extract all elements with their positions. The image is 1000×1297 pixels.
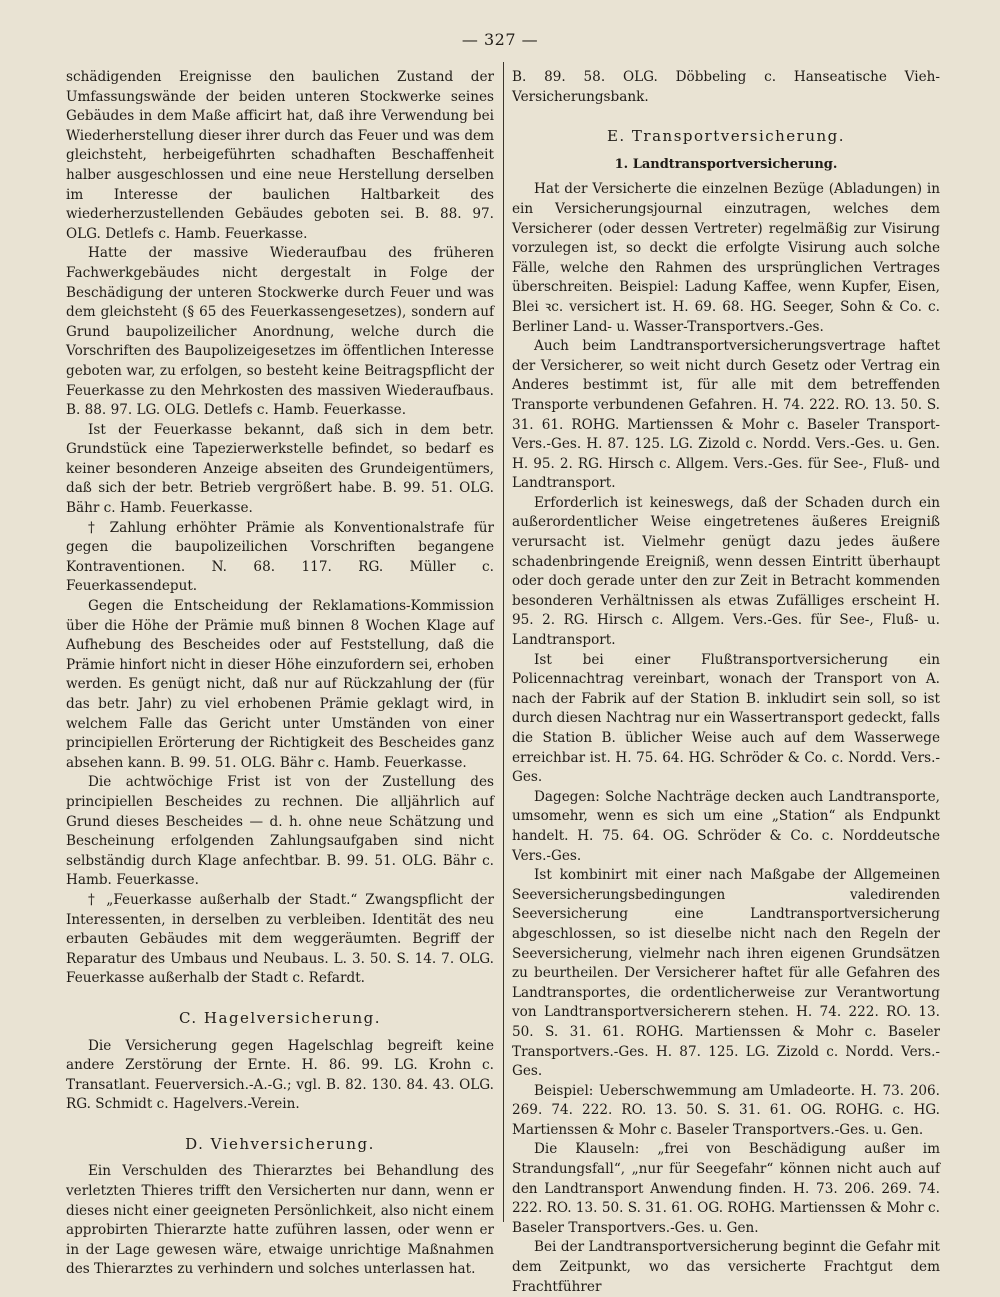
right-column	[512, 68, 940, 1297]
paragraph: Bei der Landtransportversicherung beginnt die Gefahr mit dem Zeitpunkt, wo das versicherte Frachtgut dem Frachtführer	[512, 1239, 940, 1295]
subsection-heading: 1. Landtransportversicherung.	[614, 156, 838, 172]
paragraph: Beispiel: Ueberschwemmung am Umladeorte. H. 73. 206. 269. 74. 222. RO. 13. 50. S. 31. 61. OG. ROHG. c. HG. Martienssen & Mohr c. Baseler Transportvers.-Ges. u. Gen.	[512, 1082, 940, 1138]
paragraph: Gegen die Entscheidung der Reklamations-Kommission über die Höhe der Prämie muß binnen 8 Wochen Klage auf Aufhebung des Bescheides oder auf Feststellung, daß die Prämie hinfort nicht in dieser Höhe einzufordern sei, erhoben werden. Es genügt nicht, daß nur auf Rückzahlung der (für das betr. Jahr) zu viel erhobenen Prämie geklagt wird, in welchem Falle das Gericht unter Umständen von einer principiellen Erörterung der Richtigkeit des Bescheides ganz absehen kann. B. 99. 51. OLG. Bähr c. Hamb. Feuerkasse.	[66, 598, 494, 771]
left-column	[66, 68, 494, 1280]
paragraph: Erforderlich ist keineswegs, daß der Schaden durch ein außerordentlicher Weise eingetretenes äußeres Ereigniß verursacht ist. Vielmehr genügt dazu jedes äußere schadenbringende Ereigniß, wenn dessen Eintritt überhaupt oder doch gerade unter den zur Zeit in Betracht kommenden besonderen Verhältnissen als etwas Zufälliges erscheint H. 95. 2. RG. Hirsch c. Allgem. Vers.-Ges. für See-, Fluß- u. Landtransport.	[512, 494, 940, 649]
paragraph: Hat der Versicherte die einzelnen Bezüge (Abladungen) in ein Versicherungsjournal einzutragen, welches dem Versicherer (oder dessen Vertreter) regelmäßig zur Visirung vorzulegen ist, so deckt die erfolgte Visirung auch solche Fälle, welche den Rahmen des ursprünglichen Vertrages überschreiten. Beispiel: Ladung Kaffee, wenn Kupfer, Eisen, Blei ꝛc. versichert ist. H. 69. 68. HG. Seeger, Sohn & Co. c. Berliner Land- u. Wasser-Transportvers.-Ges.	[512, 181, 940, 335]
paragraph: Dagegen: Solche Nachträge decken auch Landtransporte, umsomehr, wenn es sich um eine „Station“ als Endpunkt handelt. H. 75. 64. OG. Schröder & Co. c. Norddeutsche Vers.-Ges.	[512, 788, 940, 864]
paragraph: Ist der Feuerkasse bekannt, daß sich in dem betr. Grundstück eine Tapezierwerkstelle befindet, so bedarf es keiner besonderen Anzeige abseiten des Grundeigentümers, daß sich der betr. Betrieb vergrößert habe. B. 99. 51. OLG. Bähr c. Hamb. Feuerkasse.	[66, 421, 494, 517]
section-heading-d: D. Viehversicherung.	[185, 1134, 375, 1153]
paragraph: schädigenden Ereignisse den baulichen Zustand der Umfassungswände der beiden unteren Stockwerke seines Gebäudes in dem Maße afficirt hat, daß ihre Verwendung bei Wiederherstellung dieser ihrer durch das Feuer und was dem gleichsteht, herbeigeführten schadhaften Beschaffenheit halber ausgeschlossen und eine neue Herstellung derselben im Interesse der baulichen Haltbarkeit des wiederherzustellenden Gebäudes geboten sei. B. 88. 97. OLG. Detlefs c. Hamb. Feuerkasse.	[66, 69, 494, 242]
paragraph: Die achtwöchige Frist ist von der Zustellung des principiellen Bescheides zu rechnen. Die alljährlich auf Grund dieses Bescheides — d. h. ohne neue Schätzung und Bescheinung erfolgenden Zahlungsaufgaben sind nicht selbständig durch Klage anfechtbar. B. 99. 51. OLG. Bähr c. Hamb. Feuerkasse.	[66, 774, 494, 889]
page-number: — 327 —	[461, 30, 539, 49]
column-divider	[503, 62, 504, 1222]
paragraph: Die Klauseln: „frei von Beschädigung außer im Strandungsfall“, „nur für Seegefahr“ können nicht auch auf den Landtransport Anwendung finden. H. 73. 206. 269. 74. 222. RO. 13. 50. S. 31. 61. OG. ROHG. Martienssen & Mohr c. Baseler Transportvers.-Ges. u. Gen.	[512, 1141, 940, 1236]
section-heading-c: C. Hagelversicherung.	[178, 1008, 382, 1027]
paragraph: Ist bei einer Flußtransportversicherung ein Policennachtrag vereinbart, wonach der Transport von A. nach der Fabrik auf der Station B. inkludirt sein soll, so ist durch diesen Nachtrag nur ein Wassertransport gedeckt, falls die Station B. üblicher Weise auch auf dem Wasserwege erreichbar ist. H. 75. 64. HG. Schröder & Co. c. Nordd. Vers.-Ges.	[512, 651, 940, 786]
paragraph: B. 89. 58. OLG. Döbbeling c. Hanseatische Vieh-Versicherungsbank.	[512, 69, 940, 105]
paragraph: † „Feuerkasse außerhalb der Stadt.“ Zwangspflicht der Interessenten, in derselben zu verbleiben. Identität des neu erbauten Gebäudes mit dem weggeräumten. Begriff der Reparatur des Umbaus und Neubaus. L. 3. 50. S. 14. 7. OLG. Feuerkasse außerhalb der Stadt c. Refardt.	[66, 891, 494, 987]
paragraph: Ist kombinirt mit einer nach Maßgabe der Allgemeinen Seeversicherungsbedingungen valedirenden Seeversicherung eine Landtransportversicherung abgeschlossen, so ist dieselbe nicht nach den Regeln der Seeversicherung, vielmehr nach ihren eigenen Grundsätzen zu beurtheilen. Der Versicherer haftet für alle Gefahren des Landtransportes, die ordentlicherweise zur Verantwortung von Landtransportversicherern stehen. H. 74. 222. RO. 13. 50. S. 31. 61. ROHG. Martienssen & Mohr c. Baseler Transportvers.-Ges. H. 87. 125. LG. Zizold c. Nordd. Vers.-Ges.	[512, 867, 940, 1080]
paragraph: Ein Verschulden des Thierarztes bei Behandlung des verletzten Thieres trifft den Versicherten nur dann, wenn er dieses nicht einer geeigneten Persönlichkeit, also nicht einem approbirten Thierarzte hatte zuführen lassen, oder wenn er in der Lage gewesen wäre, etwaige unrichtige Maßnahmen des Thierarztes zu verhindern und solches unterlassen hat.	[66, 1163, 494, 1278]
paragraph: Auch beim Landtransportversicherungsvertrage haftet der Versicherer, so weit nicht durch Gesetz oder Vertrag ein Anderes bestimmt ist, für alle mit dem betreffenden Transporte verbundenen Gefahren. H. 74. 222. RO. 13. 50. S. 31. 61. ROHG. Martienssen & Mohr c. Baseler Transport-Vers.-Ges. H. 87. 125. LG. Zizold c. Nordd. Vers.-Ges. u. Gen. H. 95. 2. RG. Hirsch c. Allgem. Vers.-Ges. für See-, Fluß- und Landtransport.	[512, 338, 940, 492]
paragraph: Hatte der massive Wiederaufbau des früheren Fachwerkgebäudes nicht dergestalt in Folge der Beschädigung der unteren Stockwerke durch Feuer und was dem gleichsteht (§ 65 des Feuerkassengesetzes), sondern auf Grund baupolizeilicher Anordnung, welche durch die Vorschriften des Baupolizeigesetzes im öffentlichen Interesse geboten war, zu erfolgen, so besteht keine Beitragspflicht der Feuerkasse zu den Mehrkosten des massiven Wiederaufbaus. B. 88. 97. LG. OLG. Detlefs c. Hamb. Feuerkasse.	[66, 245, 494, 419]
paragraph: Die Versicherung gegen Hagelschlag begreift keine andere Zerstörung der Ernte. H. 86. 99. LG. Krohn c. Transatlant. Feuerversich.-A.-G.; vgl. B. 82. 130. 84. 43. OLG. RG. Schmidt c. Hagelvers.-Verein.	[66, 1037, 494, 1113]
section-heading-e: E. Transportversicherung.	[606, 127, 846, 146]
paragraph: † Zahlung erhöhter Prämie als Konventionalstrafe für gegen die baupolizeilichen Vorschriften begangene Kontraventionen. N. 68. 117. RG. Müller c. Feuerkassendeput.	[66, 519, 494, 595]
